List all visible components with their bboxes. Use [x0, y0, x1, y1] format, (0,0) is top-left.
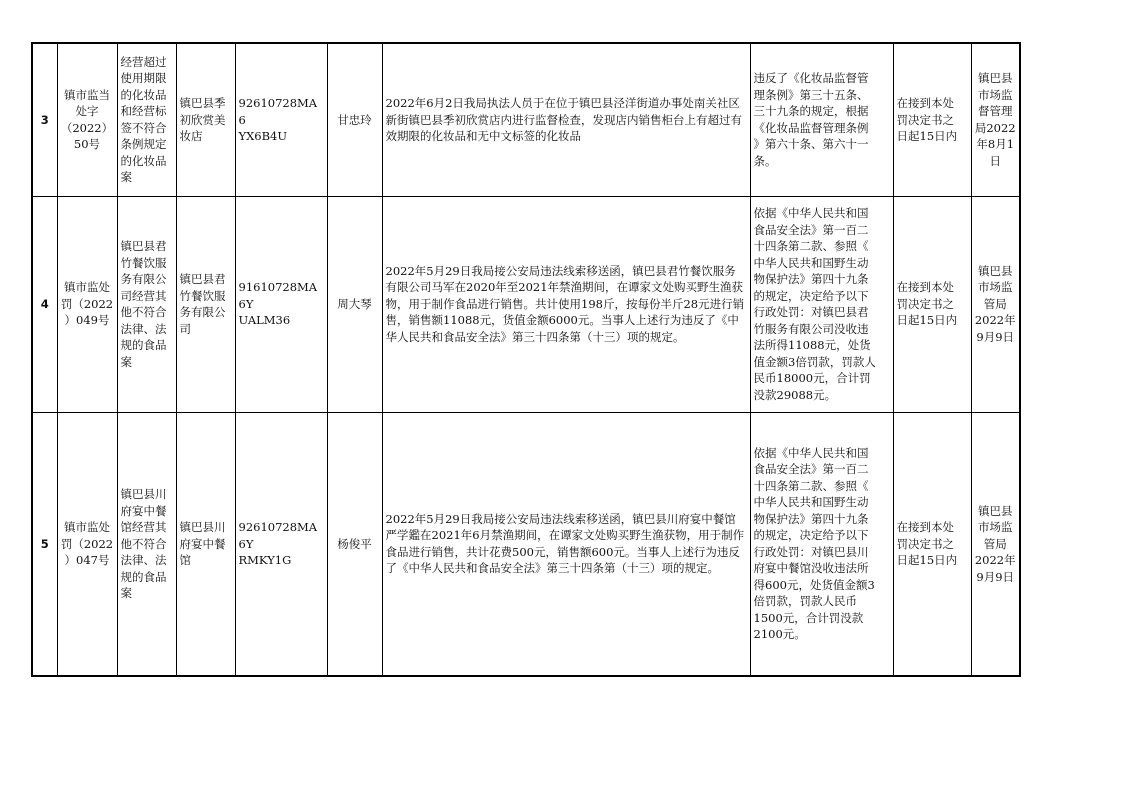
- credit-code: 92610728MA6Y RMKY1G: [238, 520, 318, 567]
- penalty-content: 依据《中华人民共和国 食品安全法》第一百二 十四条第二款、参照《 中华人民共和国野生动 物保护法》第四十九条 的规定，决定给予以下 行政处罚：对镇巴县川 府宴中餐馆没收违法所 得600元，处货值金额3 倍罚款，罚款人民币 1500元，合计罚没款 2100元。: [753, 445, 875, 642]
- case-name: 经营超过 使用期限 的化妆品 和经营标 签不符合 条例规定 的化妆品 案: [120, 54, 167, 185]
- penalty-authority-date: 镇巴县 市场监 管局 2022年 9月9日: [974, 503, 1016, 584]
- violation-facts: 2022年6月2日我局执法人员于在位于镇巴县泾洋街道办事处南关社区新街镇巴县季初欣赏店内进行监督检查，发现店内销售柜台上有超过有效期限的化妆品和无中文标签的化妆品: [385, 96, 742, 143]
- penalty-content: 依据《中华人民共和国 食品安全法》第一百二 十四条第二款、参照《 中华人民共和国野生动 物保护法》第四十九条 的规定，决定给予以下 行政处罚：对镇巴县君 竹服务有限公司没收违 法所得11088元，处货 值金额3倍罚款，罚款人 民币18000元，合计罚 没款29088元。: [753, 206, 876, 402]
- performance-deadline: 在接到本处 罚决定书之 日起15日内: [896, 520, 958, 567]
- table-row: [32, 43, 1020, 196]
- row-seq: 4: [32, 196, 57, 412]
- table-row: [32, 196, 1020, 412]
- performance-deadline: 在接到本处 罚决定书之 日起15日内: [896, 280, 958, 328]
- row-seq: 5: [32, 412, 57, 676]
- party-name: 镇巴县君 竹餐饮服 务有限公 司: [179, 272, 226, 336]
- performance-deadline: 在接到本处 罚决定书之 日起15日内: [896, 96, 958, 143]
- credit-code: 91610728MA6Y UALM36: [238, 280, 318, 328]
- legal-representative: 周大琴: [337, 296, 372, 311]
- row-seq: 3: [32, 43, 57, 196]
- credit-code: 92610728MA6 YX6B4U: [238, 96, 318, 143]
- party-name: 镇巴县季 初欣赏美 妆店: [179, 96, 226, 143]
- legal-representative: 杨俊平: [337, 536, 372, 551]
- case-name: 镇巴县川 府宴中餐 馆经营其 他不符合 法律、法 规的食品 案: [120, 487, 167, 600]
- penalty-authority-date: 镇巴县 市场监 督管理 局2022 年8月1 日: [974, 71, 1016, 168]
- party-name: 镇巴县川 府宴中餐 馆: [179, 520, 226, 567]
- penalty-content: 违反了《化妆品监督管 理条例》第三十五条、 三十九条的规定，根据 《化妆品监督管理条例 》第六十条、第六十一 条。: [753, 71, 869, 168]
- violation-facts: 2022年5月29日我局接公安局违法线索移送函，镇巴县川府宴中餐馆严学鑑在2021年6月禁渔期间，在谭家文处购买野生渔获物，用于制作食品进行销售，共计花费500元，销售额600元。当事人上述行为违反了《中华人民共和食品安全法》第三十四条第（十三）项的规定。: [385, 511, 745, 576]
- table-row: [32, 412, 1020, 676]
- decision-doc-number: 镇市监处 罚（2022 ）047号: [60, 520, 114, 567]
- decision-doc-number: 镇市监当 处字 （2022） 50号: [60, 87, 114, 152]
- case-name: 镇巴县君 竹餐饮服 务有限公 司经营其 他不符合 法律、法 规的食品 案: [120, 239, 167, 369]
- penalty-authority-date: 镇巴县 市场监 管局 2022年 9月9日: [974, 263, 1016, 344]
- penalty-table: [31, 42, 1021, 677]
- legal-representative: 甘忠玲: [337, 112, 372, 127]
- violation-facts: 2022年5月29日我局接公安局违法线索移送函，镇巴县君竹餐饮服务有限公司马军在2020年至2021年禁渔期间，在谭家文处购买野生渔获物，用于制作食品进行销售。共计使用198斤，按每份半斤28元进行销售，销售额11088元，货值金额6000元。当事人上述行为违反了《中华人民共和食品安全法》第三十四条第（十三）项的规定。: [385, 263, 745, 344]
- decision-doc-number: 镇市监处 罚（2022 ）049号: [60, 280, 114, 328]
